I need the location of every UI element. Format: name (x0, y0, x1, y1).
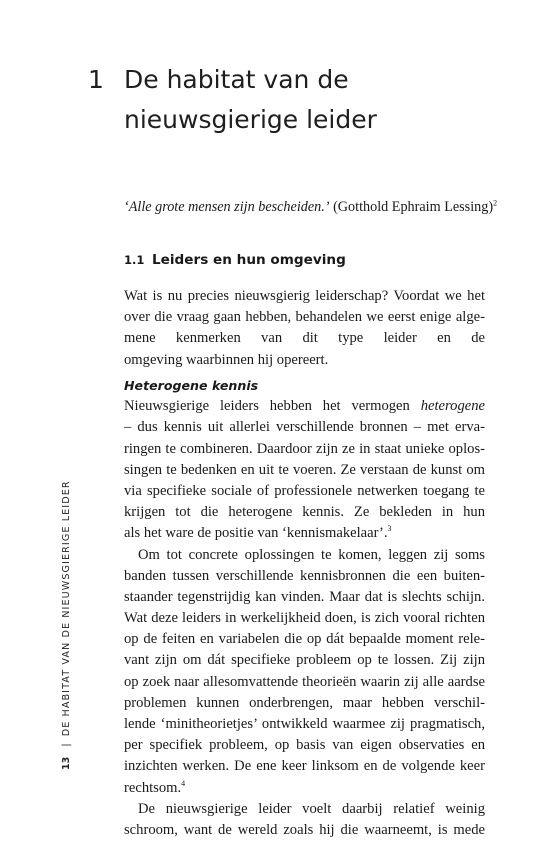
page-number: 13 (61, 756, 72, 770)
text-line: lende ‘minitheorietjes’ ontwikkeld waarmee zij pragmatisch, (124, 716, 485, 732)
running-head-separator: | (61, 742, 72, 747)
text-line: problemen kunnen onderbrengen, maar hebben verschil- (124, 694, 485, 711)
text-line: ringen te combineren. Daardoor zijn ze in staat unieke oplos- (124, 440, 485, 457)
footnote-marker: 3 (387, 524, 392, 534)
intro-paragraph (124, 286, 485, 371)
text-line: op zoek naar allesomvattende theorieën waarin zij alle aardse (124, 673, 485, 690)
running-head-text: DE HABITAT VAN DE NIEUWSGIERIGE LEIDER (61, 480, 72, 737)
text-line: De nieuwsgierige leider voelt daarbij relatief weinig (138, 800, 485, 817)
chapter-title (124, 60, 484, 140)
subheading-text: Heterogene kennis (124, 378, 259, 393)
text-line: staander tegenstrijdig kan vinden. Maar dat is slechts schijn. (124, 588, 485, 605)
section-number: 1.1 (124, 253, 145, 267)
chapter-title-line: De habitat van de (124, 65, 349, 94)
text-line: inzichten werken. De ene keer linksom en de volgende keer (124, 758, 485, 775)
body-text (124, 375, 485, 841)
section-heading (124, 250, 346, 270)
section-title: Leiders en hun omgeving (152, 252, 346, 268)
text-line: – dus kennis uit allerlei verschillende bronnen – met erva- (124, 419, 485, 436)
running-head (61, 480, 72, 770)
text-line: mene kenmerken van dit type leider en de (124, 330, 485, 347)
chapter-number: 1 (88, 65, 104, 94)
text-line: op de feiten en variabelen die op dát bepaalde moment rele- (124, 631, 485, 648)
text-line: Wat is nu precies nieuwsgierig leiderschap? Voordat we het (124, 288, 485, 304)
text-line: schroom, want de wereld zoals hij die waarneemt, is mede (124, 821, 485, 838)
text-line: per specifiek probleem, op basis van eigen observaties en (124, 737, 485, 754)
footnote-marker: 4 (181, 778, 186, 788)
text-line: Nieuwsgierige leiders hebben het vermogen heterogene (124, 398, 485, 415)
text-line: rechtsom.$^4$ (124, 778, 186, 796)
epigraph-attribution: (Gotthold Ephraim Lessing) (333, 199, 494, 215)
text-line: via specifieke sociale of professionele netwerken toegang te (124, 482, 485, 499)
epigraph (124, 197, 498, 217)
text-line: Om tot concrete oplossingen te komen, leggen zij soms (138, 546, 485, 563)
epigraph-quote: ‘Alle grote mensen zijn bescheiden.’ (124, 199, 330, 215)
chapter-title-line: nieuwsgierige leider (124, 105, 377, 134)
text-line: vant zijn om dát specifieke probleem op te lossen. Zij zijn (124, 652, 485, 669)
text-line: omgeving waarbinnen hij opereert. (124, 351, 329, 368)
text-line: als het ware de positie van ‘kennismakelaar’.$^3$ (124, 524, 392, 542)
text-line: Wat deze leiders in werkelijkheid doen, is zich vooral richten (124, 610, 485, 627)
text-line: singen te bedenken en uit te voeren. Ze verstaan de kunst om (124, 461, 485, 478)
emphasis: heterogene (420, 398, 485, 415)
footnote-marker: 2 (493, 198, 498, 208)
text-line: banden tussen verschillende kennisbronnen die een buiten- (124, 567, 485, 584)
subheading (124, 375, 485, 396)
text-line: krijgen tot die heterogene kennis. Ze bekleden in hun (124, 504, 485, 521)
text-line: over die vraag gaan hebben, behandelen we eerst enige alge- (124, 309, 485, 326)
